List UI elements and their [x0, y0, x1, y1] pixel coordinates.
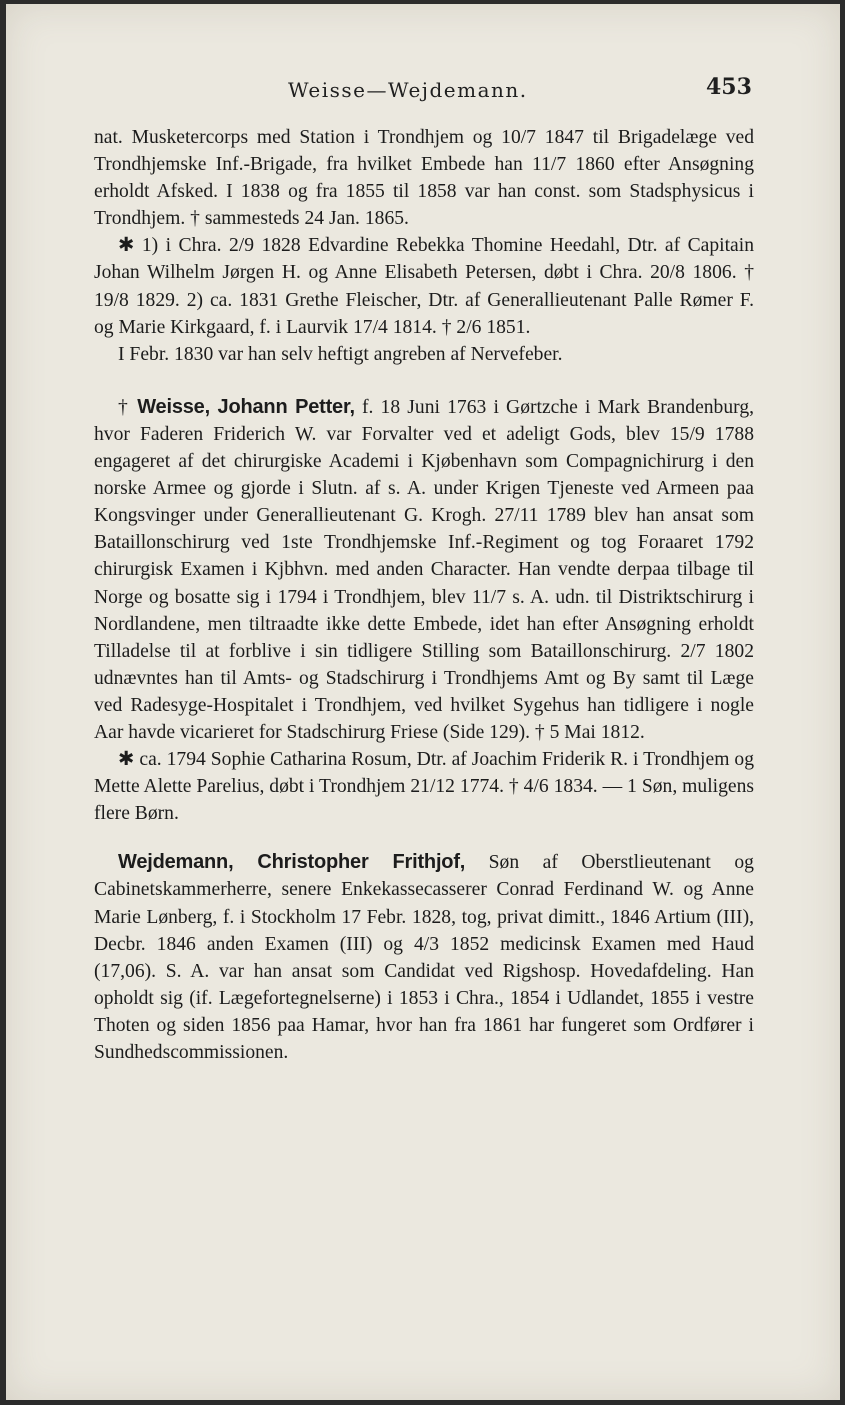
- page-body: [94, 124, 754, 1066]
- continuation-marriage: ✱ 1) i Chra. 2/9 1828 Edvardine Rebekka Thomine Heedahl, Dtr. af Capitain Johan Wilhelm Jørgen H. og Anne Elisabeth Petersen, døbt i Chra. 20/8 1806. † 19/8 1829. 2) ca. 1831 Grethe Fleischer, Dtr. af Generallieutenant Palle Rømer F. og Marie Kirkgaard, f. i Laurvik 17/4 1814. † 2/6 1851.: [94, 235, 754, 338]
- entry-name-weisse: Weisse, Johann Petter,: [137, 395, 355, 418]
- entry-weisse: [94, 394, 754, 746]
- continuation-note: I Febr. 1830 var han selv heftigt angreben af Nervefeber.: [118, 343, 563, 365]
- entry-name-wejdemann: Wejdemann, Christopher Frithjof,: [118, 851, 466, 874]
- page-number: 453: [706, 74, 752, 100]
- entry-body-wejdemann: Søn af Oberstlieutenant og Cabinetskammerherre, senere Enkekassecasserer Conrad Ferdinand W. og Anne Marie Lønberg, f. i Stockholm 17 Febr. 1828, tog, privat dimitt., 1846 Artium (III), Decbr. 1846 anden Examen (III) og 4/3 1852 medicinsk Examen med Haud (17,06). S. A. var han ansat som Candidat ved Rigshosp. Hovedafdeling. Han opholdt sig (if. Lægefortegnelserne) i 1853 i Chra., 1854 i Udlandet, 1855 i vestre Thoten og siden 1856 paa Hamar, hvor han fra 1861 har fungeret som Ordfører i Sundhedscommissionen.: [94, 852, 754, 1063]
- continuation-paragraph: nat. Musketercorps med Station i Trondhjem og 10/7 1847 til Brigadelæge ved Trondhjemske Inf.-Brigade, fra hvilket Embede han 11/7 1860 efter Ansøgning erholdt Afsked. I 1838 og fra 1855 til 1858 var han const. som Stadsphysicus i Trondhjem. † sammesteds 24 Jan. 1865.: [94, 127, 754, 230]
- dagger-mark: †: [118, 396, 131, 418]
- page-header: [6, 74, 840, 108]
- book-page: [6, 4, 840, 1400]
- running-title: Weisse—Wejdemann.: [288, 78, 528, 102]
- entry-weisse-marriage: ✱ ca. 1794 Sophie Catharina Rosum, Dtr. af Joachim Friderik R. i Trondhjem og Mette Alette Parelius, døbt i Trondhjem 21/12 1774. † 4/6 1834. — 1 Søn, muligens flere Børn.: [94, 749, 754, 825]
- entry-body-weisse: f. 18 Juni 1763 i Gørtzche i Mark Brandenburg, hvor Faderen Friderich W. var Forvalter ved et adeligt Gods, blev 15/9 1788 engageret af det chirurgiske Academi i Kjøbenhavn som Compagnichirurg i den norske Armee og gjorde i Slutn. af s. A. under Krigen Tjeneste ved Armeen paa Kongsvinger under Generallieutenant G. Krogh. 27/11 1789 blev han ansat som Bataillonschirurg ved 1ste Trondhjemske Inf.-Regiment og tog Foraaret 1792 chirurgisk Examen i Kjbhvn. med anden Character. Han vendte derpaa tilbage til Norge og bosatte sig i 1794 i Trondhjem, blev 11/7 s. A. udn. til Distriktschirurg i Nordlandene, men tiltraadte ikke dette Embede, idet han efter Ansøgning erholdt Tilladelse til at forblive i sin tidligere Stilling som Bataillonschirurg. 2/7 1802 udnævntes han til Amts- og Stadschirurg i Trondhjems Amt og By samt til Læge ved Radesyge-Hospitalet i Trondhjem, ved hvilket Sygehus han tidligere i nogle Aar havde vicarieret for Stadschirurg Friese (Side 129). † 5 Mai 1812.: [94, 396, 755, 743]
- entry-wejdemann: [94, 849, 754, 1066]
